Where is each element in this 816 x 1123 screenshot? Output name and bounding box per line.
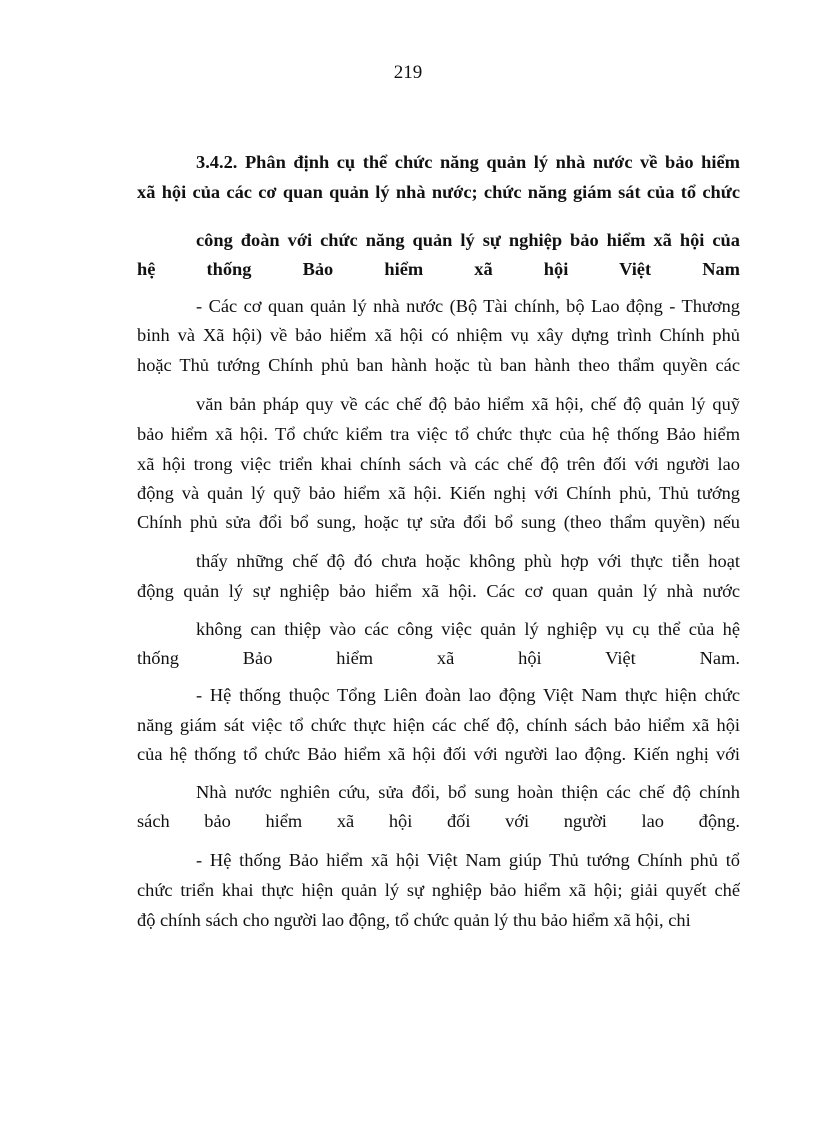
paragraph-1-line-8: Chính phủ sửa đổi bổ sung, hoặc tự sửa đổi bổ sung (theo thẩm quyền) nếu — [137, 512, 740, 532]
paragraph-1-line-1: - Các cơ quan quản lý nhà nước (Bộ Tài chính, bộ Lao động - Thương — [196, 296, 740, 316]
paragraph-1-line-11: không can thiệp vào các công việc quản lý nghiệp vụ cụ thể của hệ — [196, 619, 740, 639]
paragraph-2-line-5: sách bảo hiểm xã hội đối với người lao động. — [137, 811, 740, 831]
section-heading-line-4: hệ thống Bảo hiểm xã hội Việt Nam — [137, 259, 740, 279]
paragraph-1-line-6: xã hội trong việc triển khai chính sách và các chế độ trên đối với người lao — [137, 454, 740, 474]
paragraph-1-line-4: văn bản pháp quy về các chế độ bảo hiểm xã hội, chế độ quản lý quỹ — [196, 394, 740, 414]
paragraph-3-line-3: độ chính sách cho người lao động, tổ chức quản lý thu bảo hiểm xã hội, chi — [137, 910, 691, 930]
paragraph-2-line-3: của hệ thống tổ chức Bảo hiểm xã hội đối với người lao động. Kiến nghị với — [137, 744, 740, 764]
paragraph-1-line-3: hoặc Thủ tướng Chính phủ ban hành hoặc tù ban hành theo thẩm quyền các — [137, 355, 740, 375]
paragraph-1-line-10: động quản lý sự nghiệp bảo hiểm xã hội. Các cơ quan quản lý nhà nước — [137, 581, 740, 601]
section-heading-line-3: công đoàn với chức năng quản lý sự nghiệp bảo hiểm xã hội của — [196, 230, 740, 250]
paragraph-1-line-2: binh và Xã hội) về bảo hiểm xã hội có nhiệm vụ xây dựng trình Chính phủ — [137, 325, 740, 345]
paragraph-2-line-4: Nhà nước nghiên cứu, sửa đổi, bổ sung hoàn thiện các chế độ chính — [196, 782, 740, 802]
paragraph-2-line-1: - Hệ thống thuộc Tổng Liên đoàn lao động Việt Nam thực hiện chức — [196, 685, 740, 705]
paragraph-1-line-12: thống Bảo hiểm xã hội Việt Nam. — [137, 648, 740, 668]
section-heading-line-2: xã hội của các cơ quan quản lý nhà nước; chức năng giám sát của tổ chức — [137, 182, 740, 202]
paragraph-1-line-7: động và quản lý quỹ bảo hiểm xã hội. Kiến nghị với Chính phủ, Thủ tướng — [137, 483, 740, 503]
section-heading-line-1: 3.4.2. Phân định cụ thể chức năng quản lý nhà nước về bảo hiểm — [196, 152, 740, 172]
paragraph-1-line-5: bảo hiểm xã hội. Tổ chức kiểm tra việc tổ chức thực của hệ thống Bảo hiểm — [137, 424, 740, 444]
paragraph-3-line-1: - Hệ thống Bảo hiểm xã hội Việt Nam giúp Thủ tướng Chính phủ tổ — [196, 850, 740, 870]
paragraph-3-line-2: chức triển khai thực hiện quản lý sự nghiệp bảo hiểm xã hội; giải quyết chế — [137, 880, 740, 900]
paragraph-2-line-2: năng giám sát việc tổ chức thực hiện các chế độ, chính sách bảo hiểm xã hội — [137, 715, 740, 735]
page-number: 219 — [393, 62, 423, 83]
paragraph-1-line-9: thấy những chế độ đó chưa hoặc không phù hợp với thực tiễn hoạt — [196, 551, 740, 571]
